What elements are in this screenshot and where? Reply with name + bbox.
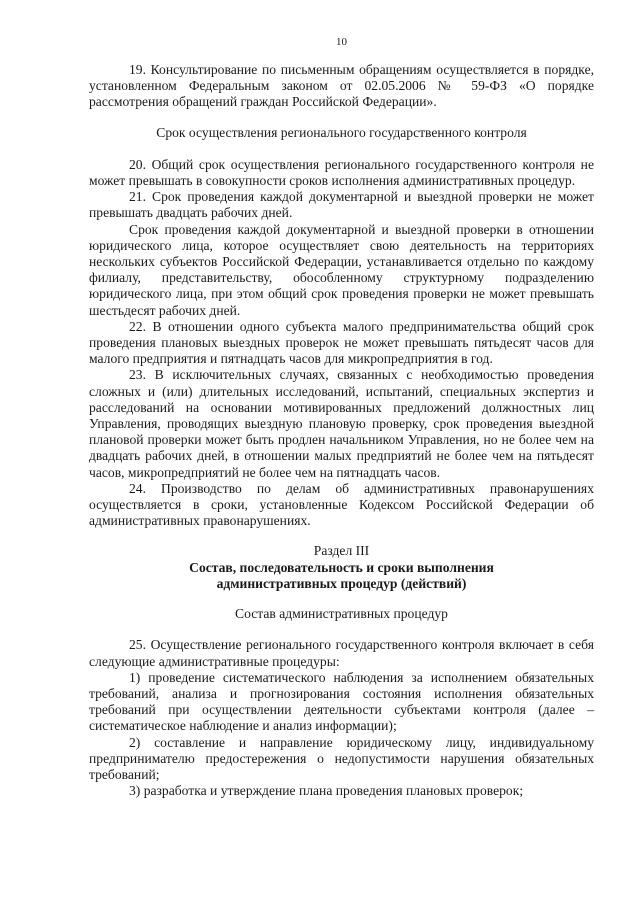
paragraph-22: 22. В отношении одного субъекта малого предпринимательства общий срок проведения плановых выездных проверок не может превышать пятьдесят часов для малого предприятия и пятнадцать часов для микропредприятия в год. [89, 318, 594, 367]
paragraph-25: 25. Осуществление регионального государственного контроля включает в себя следующие административные процедуры: [89, 637, 594, 669]
paragraph-20: 20. Общий срок осуществления регионального государственного контроля не может превышать в совокупности сроков исполнения административных процедур. [89, 156, 594, 189]
paragraph-24: 24. Производство по делам об административных правонарушениях осуществляется в сроки, установленные Кодексом Российской Федерации об административных правонарушениях. [89, 480, 594, 529]
section-label: Раздел III [313, 543, 370, 559]
list-item-2: 2) составление и направление юридическому лицу, индивидуальному предпринимателю предостережения о недопустимости нарушения обязательных требований; [89, 734, 594, 782]
page-number: 10 [336, 36, 347, 48]
heading-control-term: Срок осуществления регионального государственного контроля [156, 124, 527, 140]
section-title-line2: административных процедур (действий) [216, 575, 467, 591]
list-item-3: 3) разработка и утверждение плана проведения плановых проверок; [129, 783, 524, 799]
paragraph-23: 23. В исключительных случаях, связанных с необходимостью проведения сложных и (или) длительных исследований, испытаний, специальных экспертиз и расследований на основании мотивированных предложений должностных лиц Управления, проводящих выездную плановую проверку, срок проведения выездной плановой проверки может быть продлен начальником Управления, но не более чем на двадцать рабочих дней, в отношении малых предприятий не более чем на пятьдесят часов, микропредприятий не более чем на пятнадцать часов. [89, 367, 594, 480]
paragraph-21: 21. Срок проведения каждой документарной и выездной проверки не может превышать двадцать рабочих дней. [89, 189, 594, 221]
sub-heading-procedures: Состав административных процедур [235, 606, 448, 622]
paragraph-19: 19. Консультирование по письменным обращениям осуществляется в порядке, установленном Федеральным законом от 02.05.2006 № 59-ФЗ «О порядке рассмотрения обращений граждан Российской Федерации». [89, 62, 594, 110]
section-title-line1: Состав, последовательность и сроки выполнения [189, 559, 494, 575]
paragraph-21-cont: Срок проведения каждой документарной и выездной проверки в отношении юридического лица, которое осуществляет свою деятельность на территориях нескольких субъектов Российской Федерации, устанавливается отдельно по каждому филиалу, представительству, обособленному структурному подразделению юридического лица, при этом общий срок проведения проверки не может превышать шестьдесят рабочих дней. [89, 221, 594, 318]
list-item-1: 1) проведение систематического наблюдения за исполнением обязательных требований, анализа и прогнозирования состояния исполнения обязательных требований при осуществлении деятельности субъектами контроля (далее – систематическое наблюдение и анализ информации); [89, 669, 594, 734]
